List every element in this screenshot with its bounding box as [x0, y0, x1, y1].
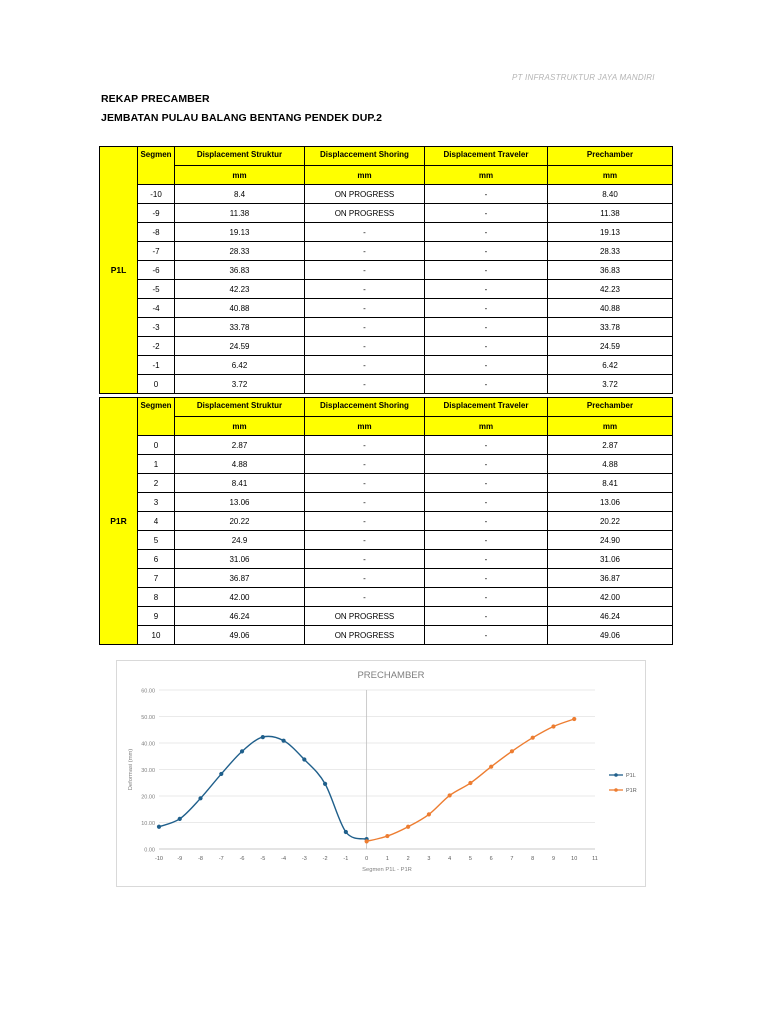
struktur-cell: 49.06	[175, 626, 305, 645]
prechamber-cell: 19.13	[548, 223, 673, 242]
traveler-cell: -	[425, 436, 548, 455]
traveler-cell: -	[425, 223, 548, 242]
shoring-cell: -	[305, 242, 425, 261]
shoring-cell: ON PROGRESS	[305, 204, 425, 223]
traveler-cell: -	[425, 261, 548, 280]
prechamber-cell: 11.38	[548, 204, 673, 223]
traveler-cell: -	[425, 531, 548, 550]
y-tick-label: 60.00	[141, 688, 155, 695]
shoring-cell: -	[305, 223, 425, 242]
shoring-cell: -	[305, 531, 425, 550]
x-tick-label: 6	[489, 856, 493, 862]
segmen-cell: -8	[138, 223, 175, 242]
x-tick-label: -7	[218, 856, 224, 862]
x-tick-label: 11	[592, 856, 598, 862]
header-row	[100, 398, 673, 417]
company-name: PT INFRASTRUKTUR JAYA MANDIRI	[512, 73, 655, 82]
prechamber-header: Prechamber	[548, 147, 673, 166]
table-row	[100, 375, 673, 394]
table-row	[100, 531, 673, 550]
struktur-cell: 4.88	[175, 455, 305, 474]
prechamber-cell: 20.22	[548, 512, 673, 531]
data-point-p1l	[157, 825, 161, 829]
data-point-p1r	[572, 717, 576, 721]
shoring-header: Displaccement Shoring	[305, 147, 425, 166]
shoring-cell: -	[305, 375, 425, 394]
traveler-cell: -	[425, 512, 548, 531]
data-point-p1l	[281, 739, 285, 743]
struktur-cell: 13.06	[175, 493, 305, 512]
data-point-p1r	[551, 724, 555, 728]
struktur-cell: 28.33	[175, 242, 305, 261]
segmen-cell: 5	[138, 531, 175, 550]
struktur-cell: 19.13	[175, 223, 305, 242]
data-point-p1l	[344, 830, 348, 834]
prechamber-cell: 3.72	[548, 375, 673, 394]
traveler-unit: mm	[425, 417, 548, 436]
table-row	[100, 318, 673, 337]
traveler-cell: -	[425, 204, 548, 223]
struktur-cell: 6.42	[175, 356, 305, 375]
traveler-cell: -	[425, 588, 548, 607]
shoring-header: Displaccement Shoring	[305, 398, 425, 417]
y-tick-label: 10.00	[141, 821, 155, 827]
data-point-p1r	[406, 825, 410, 829]
table-row	[100, 626, 673, 645]
shoring-cell: -	[305, 299, 425, 318]
segmen-cell: 2	[138, 474, 175, 493]
x-tick-label: -9	[177, 856, 183, 862]
segmen-cell: -4	[138, 299, 175, 318]
segmen-cell: 0	[138, 375, 175, 394]
traveler-cell: -	[425, 569, 548, 588]
struktur-cell: 36.83	[175, 261, 305, 280]
table-row	[100, 588, 673, 607]
y-tick-label: 0.00	[144, 847, 155, 854]
table-row	[100, 474, 673, 493]
prechamber-cell: 31.06	[548, 550, 673, 569]
struktur-cell: 8.4	[175, 185, 305, 204]
prechamber-cell: 33.78	[548, 318, 673, 337]
shoring-cell: ON PROGRESS	[305, 185, 425, 204]
table-row	[100, 261, 673, 280]
segmen-cell: 4	[138, 512, 175, 531]
chart-title: PRECHAMBER	[357, 670, 425, 681]
table-row	[100, 512, 673, 531]
shoring-cell: ON PROGRESS	[305, 607, 425, 626]
table-row	[100, 436, 673, 455]
shoring-cell: -	[305, 356, 425, 375]
segmen-cell: 8	[138, 588, 175, 607]
struktur-cell: 42.00	[175, 588, 305, 607]
struktur-cell: 20.22	[175, 512, 305, 531]
legend-marker-p1r	[614, 788, 618, 792]
data-point-p1l	[219, 772, 223, 776]
data-point-p1l	[302, 757, 306, 761]
shoring-cell: -	[305, 569, 425, 588]
legend-label-p1r: P1R	[626, 788, 637, 794]
traveler-cell: -	[425, 185, 548, 204]
prechamber-cell: 28.33	[548, 242, 673, 261]
x-tick-label: -5	[260, 856, 266, 862]
segmen-cell: -5	[138, 280, 175, 299]
shoring-cell: -	[305, 455, 425, 474]
struktur-cell: 33.78	[175, 318, 305, 337]
traveler-header: Displacement Traveler	[425, 398, 548, 417]
segmen-cell: 3	[138, 493, 175, 512]
struktur-cell: 36.87	[175, 569, 305, 588]
prechamber-cell: 13.06	[548, 493, 673, 512]
x-tick-label: 0	[365, 856, 369, 862]
y-tick-label: 20.00	[141, 794, 155, 801]
segmen-cell: -6	[138, 261, 175, 280]
traveler-cell: -	[425, 356, 548, 375]
segmen-header: Segmen	[138, 147, 175, 185]
segmen-cell: -9	[138, 204, 175, 223]
struktur-header: Displacement Struktur	[175, 398, 305, 417]
struktur-cell: 46.24	[175, 607, 305, 626]
x-tick-label: 10	[571, 856, 578, 862]
x-tick-label: 7	[510, 856, 514, 862]
traveler-cell: -	[425, 318, 548, 337]
data-point-p1r	[489, 765, 493, 769]
data-point-p1l	[198, 796, 202, 800]
shoring-cell: -	[305, 588, 425, 607]
prechamber-cell: 40.88	[548, 299, 673, 318]
pier-label: P1L	[100, 147, 138, 394]
x-tick-label: 9	[551, 856, 556, 862]
table-row	[100, 299, 673, 318]
table-row	[100, 223, 673, 242]
data-point-p1r	[385, 834, 389, 838]
data-point-p1r	[448, 793, 452, 797]
traveler-cell: -	[425, 375, 548, 394]
x-tick-label: -2	[322, 856, 328, 862]
table-row	[100, 204, 673, 223]
x-tick-label: -1	[343, 856, 349, 862]
traveler-cell: -	[425, 337, 548, 356]
data-point-p1l	[261, 735, 265, 739]
legend-label-p1l: P1L	[626, 773, 636, 779]
prechamber-cell: 46.24	[548, 607, 673, 626]
data-point-p1r	[468, 781, 472, 785]
struktur-cell: 24.9	[175, 531, 305, 550]
prechamber-unit: mm	[548, 166, 673, 185]
segmen-cell: 9	[138, 607, 175, 626]
prechamber-cell: 36.83	[548, 261, 673, 280]
prechamber-cell: 42.23	[548, 280, 673, 299]
table-row	[100, 607, 673, 626]
y-tick-label: 30.00	[141, 768, 155, 774]
struktur-cell: 3.72	[175, 375, 305, 394]
prechamber-cell: 8.40	[548, 185, 673, 204]
traveler-cell: -	[425, 474, 548, 493]
x-axis-label: Segmen P1L - P1R	[362, 867, 412, 873]
y-axis-label: Deformasi (mm)	[128, 748, 134, 791]
struktur-unit: mm	[175, 417, 305, 436]
x-tick-label: 4	[448, 856, 452, 862]
chart-svg	[117, 661, 645, 886]
report-subtitle: JEMBATAN PULAU BALANG BENTANG PENDEK DUP.2	[101, 112, 383, 124]
struktur-unit: mm	[175, 166, 305, 185]
legend-marker-p1l	[614, 773, 618, 777]
table-row	[100, 569, 673, 588]
traveler-cell: -	[425, 455, 548, 474]
shoring-cell: -	[305, 550, 425, 569]
traveler-unit: mm	[425, 166, 548, 185]
shoring-cell: -	[305, 318, 425, 337]
segmen-cell: -3	[138, 318, 175, 337]
series-line-p1l	[159, 736, 367, 839]
data-point-p1l	[323, 782, 327, 786]
y-tick-label: 40.00	[141, 741, 155, 748]
data-point-p1r	[427, 812, 431, 816]
segmen-cell: 6	[138, 550, 175, 569]
y-tick-label: 50.00	[141, 715, 155, 721]
unit-row	[100, 417, 673, 436]
prechamber-cell: 4.88	[548, 455, 673, 474]
pier-label: P1R	[100, 398, 138, 645]
shoring-unit: mm	[305, 417, 425, 436]
shoring-cell: -	[305, 436, 425, 455]
series-line-p1r	[367, 719, 575, 841]
segmen-cell: -7	[138, 242, 175, 261]
x-tick-label: -4	[281, 856, 287, 862]
x-tick-label: 1	[385, 856, 389, 862]
struktur-cell: 42.23	[175, 280, 305, 299]
traveler-cell: -	[425, 299, 548, 318]
table-row	[100, 242, 673, 261]
prechamber-unit: mm	[548, 417, 673, 436]
struktur-cell: 8.41	[175, 474, 305, 493]
shoring-cell: -	[305, 280, 425, 299]
x-tick-label: -6	[239, 856, 245, 862]
segmen-cell: -1	[138, 356, 175, 375]
prechamber-header: Prechamber	[548, 398, 673, 417]
traveler-cell: -	[425, 550, 548, 569]
data-point-p1r	[365, 839, 369, 843]
data-point-p1r	[531, 736, 535, 740]
segmen-cell: 0	[138, 436, 175, 455]
struktur-cell: 11.38	[175, 204, 305, 223]
unit-row	[100, 166, 673, 185]
prechamber-cell: 6.42	[548, 356, 673, 375]
struktur-cell: 31.06	[175, 550, 305, 569]
precamber-table-p1l	[99, 146, 673, 394]
shoring-cell: -	[305, 493, 425, 512]
prechamber-cell: 36.87	[548, 569, 673, 588]
table-row	[100, 455, 673, 474]
report-title: REKAP PRECAMBER	[101, 93, 210, 105]
precamber-table-p1r	[99, 397, 673, 645]
prechamber-cell: 8.41	[548, 474, 673, 493]
x-tick-label: -8	[198, 856, 203, 862]
struktur-cell: 24.59	[175, 337, 305, 356]
prechamber-cell: 49.06	[548, 626, 673, 645]
traveler-cell: -	[425, 242, 548, 261]
header-row	[100, 147, 673, 166]
shoring-cell: -	[305, 512, 425, 531]
x-tick-label: 5	[468, 856, 472, 862]
shoring-cell: -	[305, 474, 425, 493]
x-tick-label: -10	[155, 856, 163, 862]
prechamber-cell: 2.87	[548, 436, 673, 455]
prechamber-cell: 24.90	[548, 531, 673, 550]
struktur-cell: 2.87	[175, 436, 305, 455]
segmen-cell: 10	[138, 626, 175, 645]
x-tick-label: 2	[406, 856, 410, 862]
segmen-cell: 7	[138, 569, 175, 588]
traveler-cell: -	[425, 626, 548, 645]
shoring-cell: ON PROGRESS	[305, 626, 425, 645]
shoring-cell: -	[305, 337, 425, 356]
traveler-cell: -	[425, 607, 548, 626]
table-row	[100, 337, 673, 356]
table-row	[100, 280, 673, 299]
x-tick-label: 3	[427, 856, 431, 862]
x-tick-label: -3	[301, 856, 307, 862]
segmen-cell: -2	[138, 337, 175, 356]
traveler-header: Displacement Traveler	[425, 147, 548, 166]
x-tick-label: 8	[531, 856, 535, 862]
shoring-unit: mm	[305, 166, 425, 185]
segmen-cell: -10	[138, 185, 175, 204]
shoring-cell: -	[305, 261, 425, 280]
prechamber-chart	[116, 660, 646, 887]
segmen-cell: 1	[138, 455, 175, 474]
table-row	[100, 185, 673, 204]
traveler-cell: -	[425, 280, 548, 299]
data-point-p1r	[510, 749, 514, 753]
prechamber-cell: 42.00	[548, 588, 673, 607]
data-point-p1l	[240, 749, 244, 753]
table-row	[100, 356, 673, 375]
struktur-header: Displacement Struktur	[175, 147, 305, 166]
struktur-cell: 40.88	[175, 299, 305, 318]
segmen-header: Segmen	[138, 398, 175, 436]
table-row	[100, 550, 673, 569]
prechamber-cell: 24.59	[548, 337, 673, 356]
table-row	[100, 493, 673, 512]
traveler-cell: -	[425, 493, 548, 512]
data-point-p1l	[178, 817, 182, 821]
